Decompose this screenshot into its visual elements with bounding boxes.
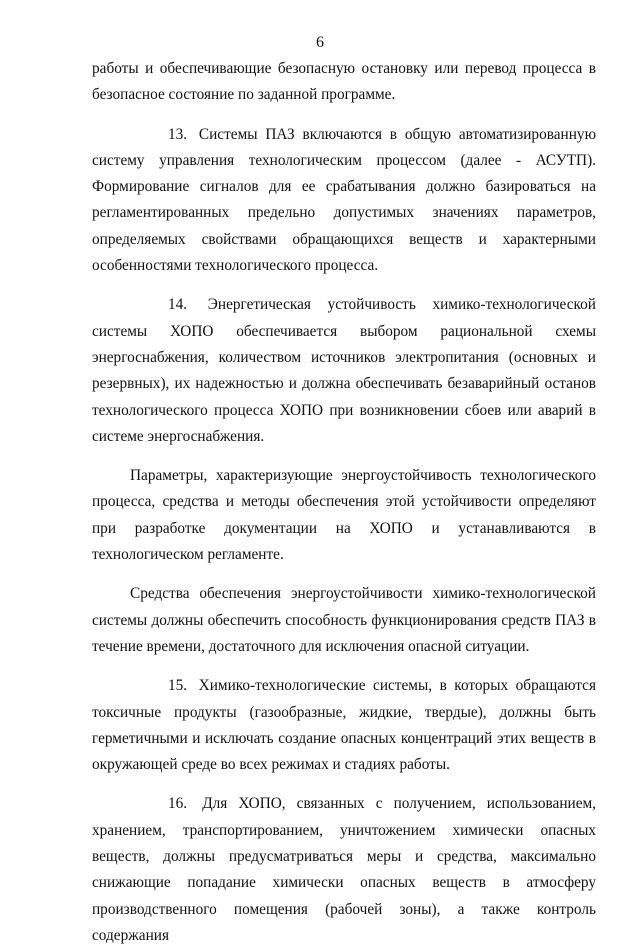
paragraph-text: работы и обеспечивающие безопасную остановку или перевод процесса в безопасное состояние по заданной программе. <box>92 60 596 104</box>
paragraph-number: 16. <box>168 795 188 813</box>
paragraph-number: 15. <box>168 677 188 695</box>
paragraph-14 <box>92 292 596 450</box>
paragraph-text: Системы ПАЗ включаются в общую автоматизированную систему управления технологическим процессом (далее - АСУТП). Формирование сигналов для ее срабатывания должно базироваться на регламентированных предельно допустимых значениях параметров, определяемых свойствами обращающихся веществ и характерными особенностями технологического процесса. <box>92 125 596 275</box>
paragraph-number: 14. <box>168 296 188 314</box>
paragraph-14-parameters <box>92 463 596 568</box>
paragraph-number: 13. <box>168 125 188 143</box>
paragraph-text: Химико-технологические системы, в которых обращаются токсичные продукты (газообразные, жидкие, твердые), должны быть герметичными и исключать создание опасных концентраций этих веществ в окружающей среде во всех режимах и стадиях работы. <box>92 677 596 774</box>
paragraph-text: Средства обеспечения энергоустойчивости химико-технологической системы должны обеспечить способность функционирования средств ПАЗ в течение времени, достаточного для исключения опасной ситуации. <box>92 585 596 655</box>
paragraph-16 <box>92 791 596 949</box>
paragraph-text: Параметры, характеризующие энергоустойчивость технологического процесса, средства и методы обеспечения этой устойчивости определяют при разработке документации на ХОПО и устанавливаются в технологическом регламенте. <box>92 467 596 564</box>
document-body <box>92 56 596 949</box>
paragraph-text: Для ХОПО, связанных с получением, использованием, хранением, транспортированием, уничтожением химически опасных веществ, должны предусматриваться меры и средства, максимально снижающие попадание химически опасных веществ в атмосферу производственного помещения (рабочей зоны), а также контроль содержания <box>92 795 597 944</box>
paragraph-13 <box>92 122 596 280</box>
page-number: 6 <box>316 34 324 51</box>
paragraph-14-means <box>92 581 596 660</box>
paragraph-text: Энергетическая устойчивость химико-технологической системы ХОПО обеспечивается выбором рациональной схемы энергоснабжения, количеством источников электропитания (основных и резервных), их надежностью и должна обеспечивать безаварийный останов технологического процесса ХОПО при возникновении сбоев или аварий в системе энергоснабжения. <box>92 296 596 445</box>
paragraph-continuation <box>92 56 596 109</box>
paragraph-15 <box>92 673 596 778</box>
